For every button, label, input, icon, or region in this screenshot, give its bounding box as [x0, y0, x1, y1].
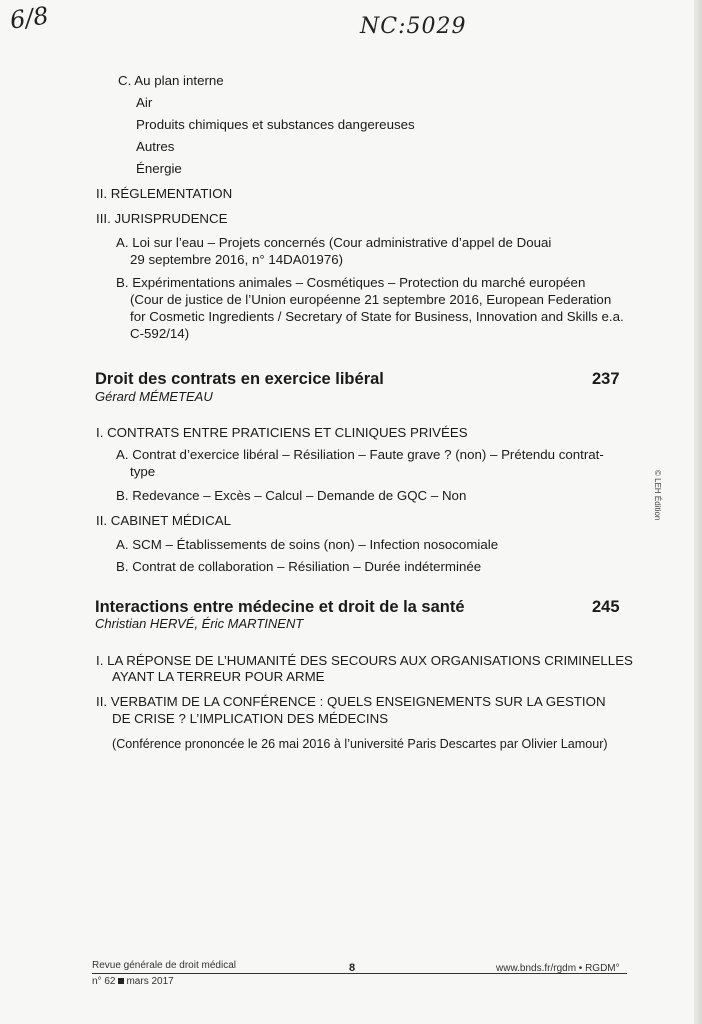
footer-issue-number: n° 62 [92, 976, 116, 987]
footer-website: www.bnds.fr/rgdm • RGDM° [496, 963, 620, 974]
section-title-contracts: Droit des contrats en exercice libéral [95, 370, 384, 388]
heading-reglementation: II. RÉGLEMENTATION [96, 186, 233, 201]
interactions-ii-line: DE CRISE ? L’IMPLICATION DES MÉDECINS [112, 711, 389, 726]
heading-contracts-cliniques: I. CONTRATS ENTRE PRATICIENS ET CLINIQUES PRIVÉES [96, 425, 468, 440]
handwritten-page-mark: 6/8 [8, 1, 51, 35]
square-bullet-icon [118, 978, 124, 984]
jurisprudence-b-line: for Cosmetic Ingredients / Secretary of State for Business, Innovation and Skills e.a. [130, 309, 624, 324]
interactions-i-line: I. LA RÉPONSE DE L’HUMANITÉ DES SECOURS AUX ORGANISATIONS CRIMINELLES [96, 653, 633, 668]
jurisprudence-a-line: A. Loi sur l’eau – Projets concernés (Cour administrative d’appel de Douai [116, 235, 552, 250]
section-page-interactions: 245 [592, 598, 620, 616]
cabinet-ii-b: B. Contrat de collaboration – Résiliation – Durée indéterminée [116, 559, 482, 574]
contracts-i-b: B. Redevance – Excès – Calcul – Demande de GQC – Non [116, 488, 467, 503]
section-authors-interactions: Christian HERVÉ, Éric MARTINENT [95, 616, 304, 631]
list-item: Produits chimiques et substances dangereuses [136, 117, 415, 132]
section-author-contracts: Gérard MÉMETEAU [95, 389, 213, 404]
list-item: Autres [136, 139, 175, 154]
contracts-i-a-line: type [130, 464, 156, 479]
jurisprudence-b-line: (Cour de justice de l’Union européenne 21 septembre 2016, European Federation [130, 292, 612, 307]
section-title-interactions: Interactions entre médecine et droit de la santé [95, 598, 465, 616]
interactions-ii-line: II. VERBATIM DE LA CONFÉRENCE : QUELS ENSEIGNEMENTS SUR LA GESTION [96, 694, 606, 709]
handwritten-reference-mark: NC:5029 [360, 14, 467, 39]
contracts-i-a-line: A. Contrat d’exercice libéral – Résiliation – Faute grave ? (non) – Prétendu contrat- [116, 447, 604, 462]
list-item: Air [136, 95, 153, 110]
jurisprudence-b-line: C-592/14) [130, 326, 190, 341]
heading-jurisprudence: III. JURISPRUDENCE [96, 211, 228, 226]
copyright-credit: © LEH Édition [653, 470, 662, 521]
footer-issue-date: mars 2017 [126, 976, 174, 987]
interactions-i-line: AYANT LA TERREUR POUR ARME [112, 669, 325, 684]
footer-journal-name: Revue générale de droit médical [92, 960, 236, 971]
footer-issue [92, 976, 174, 988]
page-edge [694, 0, 702, 1024]
list-item: Énergie [136, 161, 182, 176]
cabinet-ii-a: A. SCM – Établissements de soins (non) – Infection nosocomiale [116, 537, 499, 552]
heading-cabinet-medical: II. CABINET MÉDICAL [96, 513, 231, 528]
footer-page-number: 8 [349, 962, 356, 974]
heading-c-internal: C. Au plan interne [118, 73, 224, 88]
jurisprudence-b-line: B. Expérimentations animales – Cosmétiques – Protection du marché européen [116, 275, 586, 290]
jurisprudence-a-line: 29 septembre 2016, n° 14DA01976) [130, 252, 344, 267]
section-page-contracts: 237 [592, 370, 620, 388]
interactions-ii-note: (Conférence prononcée le 26 mai 2016 à l’université Paris Descartes par Olivier Lamour) [112, 737, 608, 751]
